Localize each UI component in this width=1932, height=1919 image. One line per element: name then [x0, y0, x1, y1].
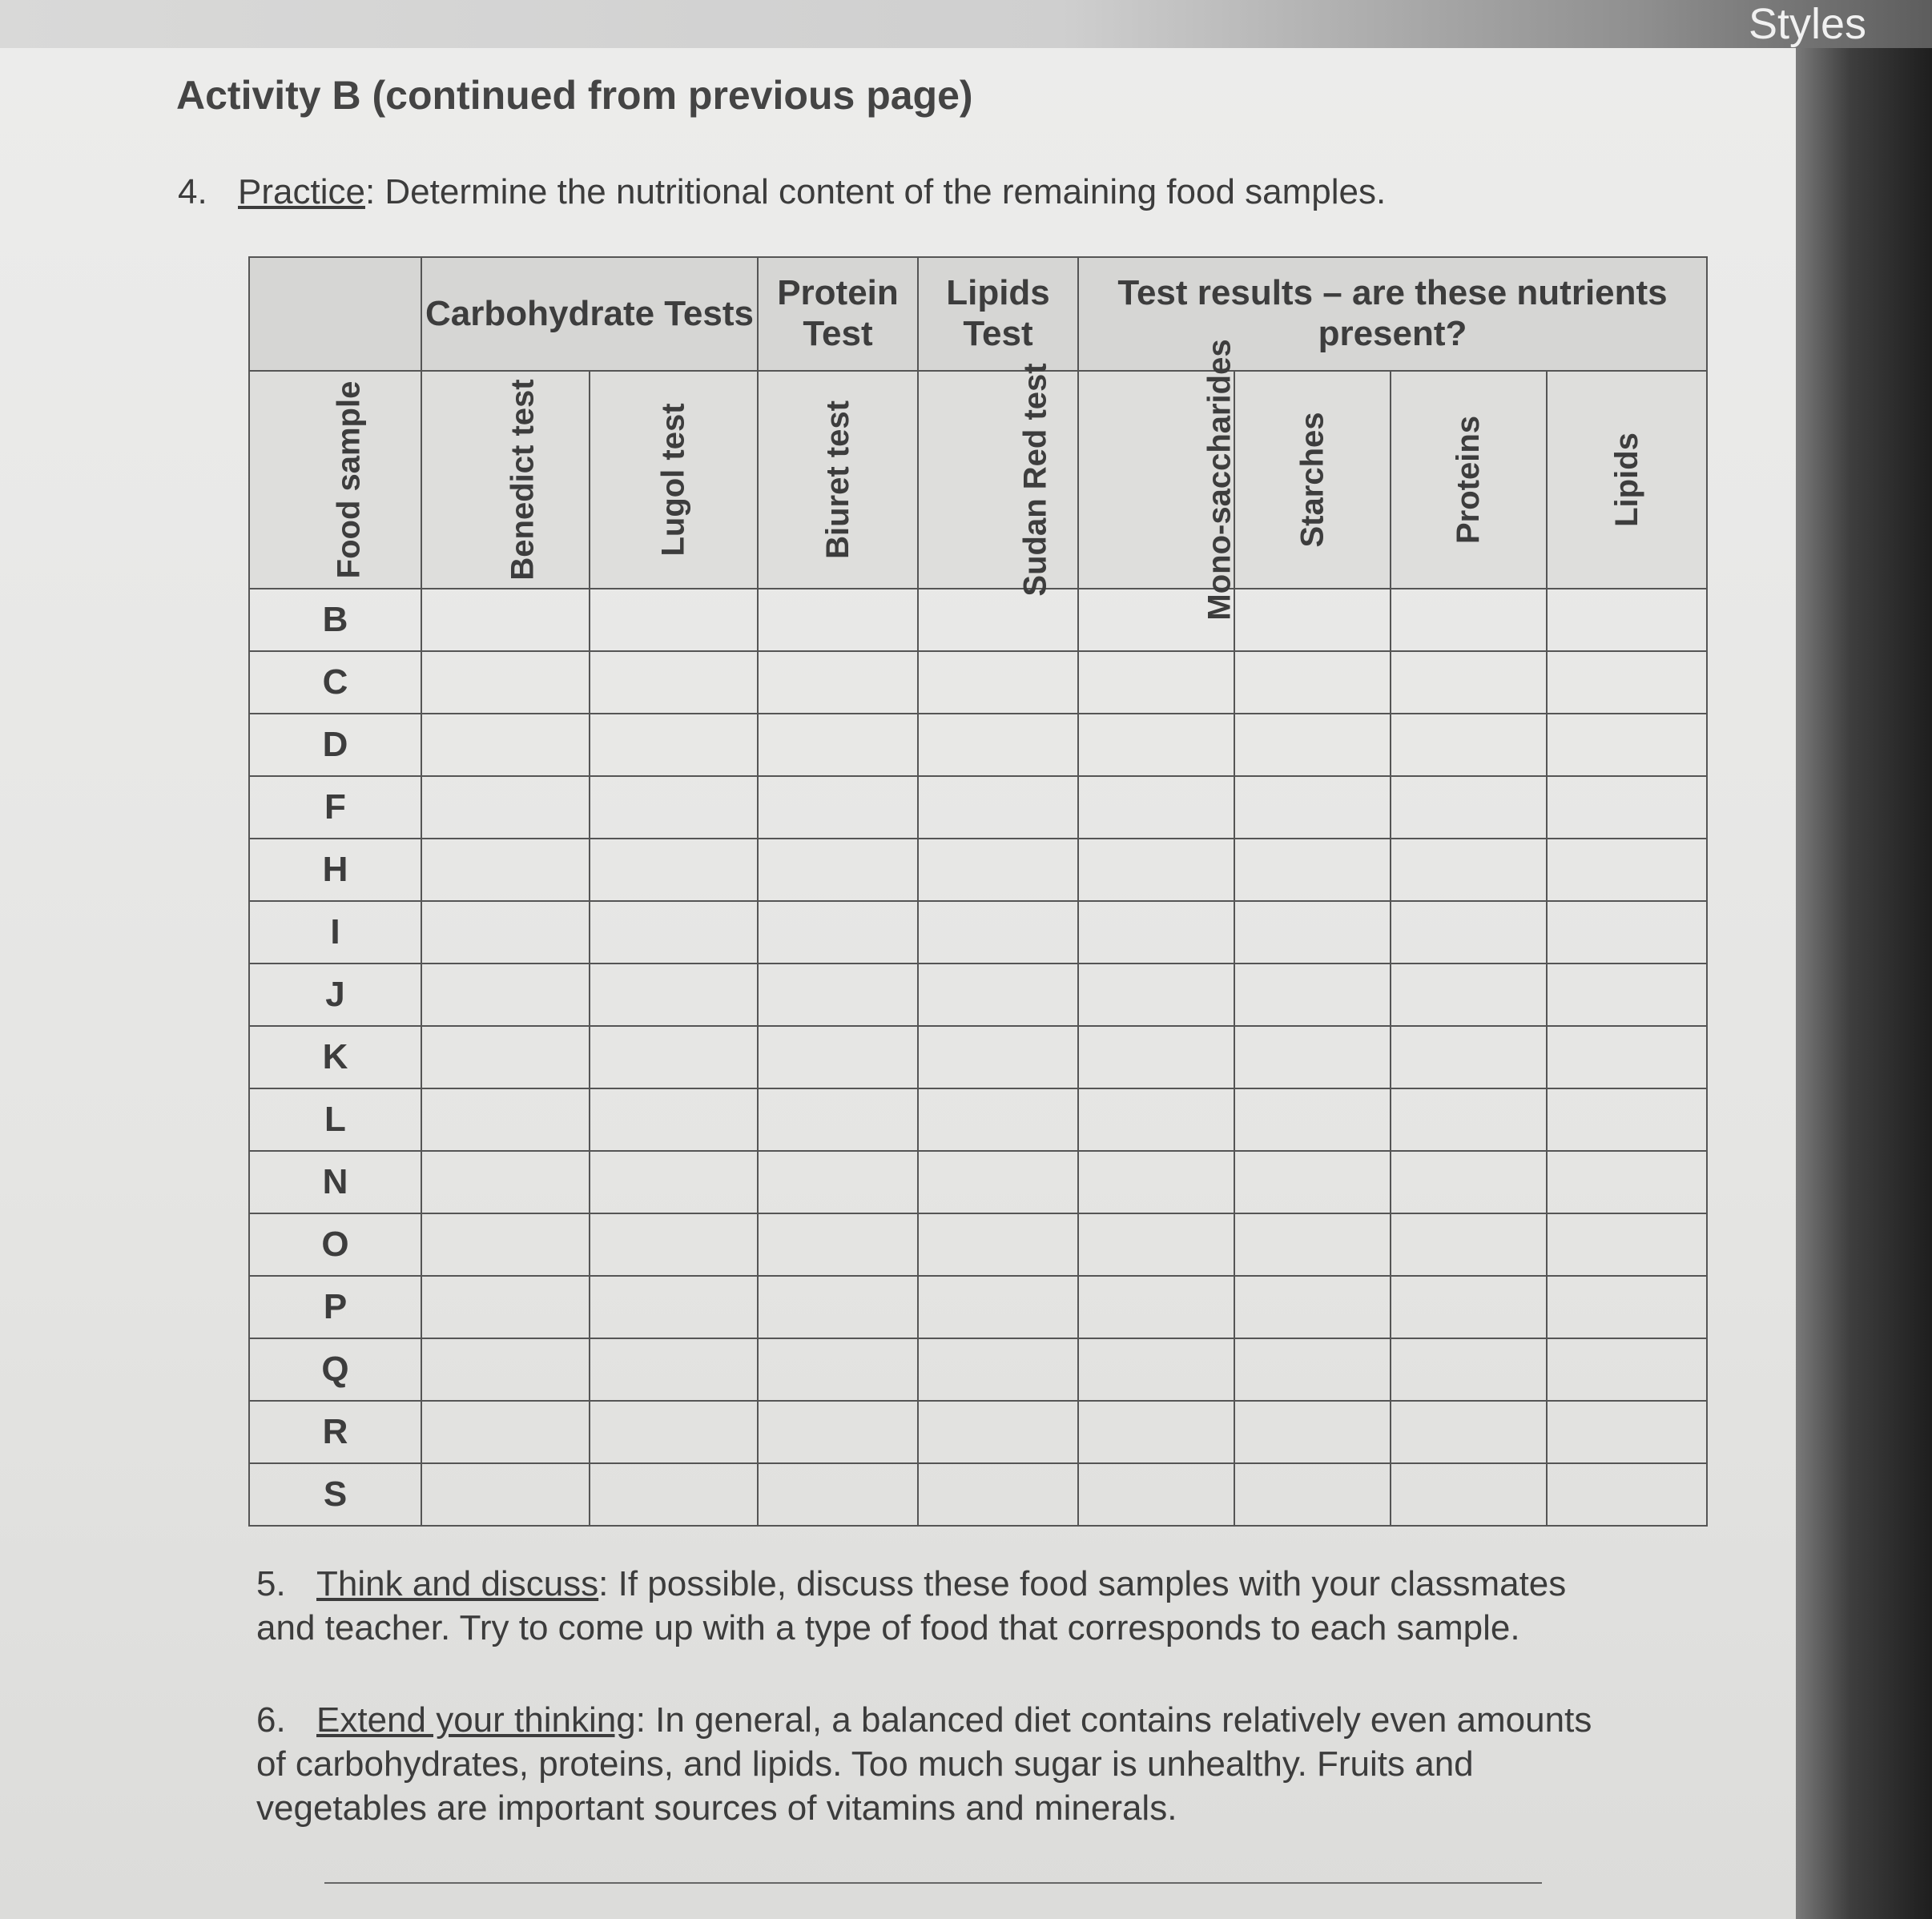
- answer-cell[interactable]: [1234, 776, 1391, 839]
- answer-cell[interactable]: [1391, 1463, 1547, 1526]
- answer-cell[interactable]: [421, 1276, 590, 1338]
- answer-cell[interactable]: [918, 651, 1078, 714]
- answer-cell[interactable]: [1547, 776, 1707, 839]
- monitor-edge: [1796, 48, 1932, 1919]
- table-row: [249, 964, 1707, 1026]
- answer-cell[interactable]: [758, 964, 918, 1026]
- answer-cell[interactable]: [1234, 1401, 1391, 1463]
- answer-cell[interactable]: [918, 1401, 1078, 1463]
- col-proteins: [1391, 371, 1547, 589]
- col-label: Mono-saccharides: [1201, 339, 1238, 621]
- nutrient-test-table: [248, 256, 1708, 1527]
- protein-test-header: Protein Test: [758, 257, 918, 371]
- food-sample-label: L: [249, 1088, 421, 1151]
- answer-cell[interactable]: [1391, 1213, 1547, 1276]
- table-row: [249, 1338, 1707, 1401]
- activity-heading: Activity B (continued from previous page): [176, 73, 973, 118]
- answer-cell[interactable]: [1234, 1088, 1391, 1151]
- answer-cell[interactable]: [1391, 1338, 1547, 1401]
- answer-cell[interactable]: [758, 1338, 918, 1401]
- answer-cell[interactable]: [590, 1401, 758, 1463]
- answer-cell[interactable]: [421, 839, 590, 901]
- answer-cell[interactable]: [918, 1088, 1078, 1151]
- table-body: [249, 589, 1707, 1526]
- answer-cell[interactable]: [758, 1463, 918, 1526]
- answer-cell[interactable]: [1547, 1276, 1707, 1338]
- answer-cell[interactable]: [421, 651, 590, 714]
- answer-cell[interactable]: [1391, 1276, 1547, 1338]
- answer-cell[interactable]: [918, 1463, 1078, 1526]
- answer-cell[interactable]: [421, 1026, 590, 1088]
- answer-cell[interactable]: [1078, 651, 1234, 714]
- answer-cell[interactable]: [1391, 1026, 1547, 1088]
- answer-cell[interactable]: [1391, 776, 1547, 839]
- table-row: [249, 1151, 1707, 1213]
- answer-cell[interactable]: [758, 901, 918, 964]
- table-row: [249, 1026, 1707, 1088]
- empty-header-cell: [249, 257, 421, 371]
- answer-cell[interactable]: [421, 901, 590, 964]
- top-bar: [0, 0, 1932, 48]
- col-biuret: [758, 371, 918, 589]
- question-4: [178, 172, 1386, 212]
- answer-cell[interactable]: [590, 1338, 758, 1401]
- answer-cell[interactable]: [421, 1088, 590, 1151]
- answer-cell[interactable]: [758, 589, 918, 651]
- answer-cell[interactable]: [421, 964, 590, 1026]
- table-row: [249, 589, 1707, 651]
- answer-cell[interactable]: [918, 964, 1078, 1026]
- answer-cell[interactable]: [1234, 1151, 1391, 1213]
- answer-cell[interactable]: [1078, 714, 1234, 776]
- answer-cell[interactable]: [1234, 839, 1391, 901]
- answer-cell[interactable]: [1547, 1151, 1707, 1213]
- answer-cell[interactable]: [1547, 1213, 1707, 1276]
- table-row: [249, 714, 1707, 776]
- answer-cell[interactable]: [590, 901, 758, 964]
- question-6: [256, 1698, 1618, 1830]
- answer-cell[interactable]: [590, 589, 758, 651]
- lipids-test-header: Lipids Test: [918, 257, 1078, 371]
- answer-cell[interactable]: [1547, 964, 1707, 1026]
- food-sample-label: C: [249, 651, 421, 714]
- answer-cell[interactable]: [1234, 964, 1391, 1026]
- answer-cell[interactable]: [421, 1463, 590, 1526]
- answer-cell[interactable]: [421, 1151, 590, 1213]
- answer-cell[interactable]: [1547, 1026, 1707, 1088]
- answer-cell[interactable]: [1078, 1088, 1234, 1151]
- food-sample-label: O: [249, 1213, 421, 1276]
- food-sample-label: B: [249, 589, 421, 651]
- answer-cell[interactable]: [590, 1151, 758, 1213]
- carbohydrate-tests-header: Carbohydrate Tests: [421, 257, 758, 371]
- test-results-header: Test results – are these nutrients present?: [1078, 257, 1707, 371]
- answer-cell[interactable]: [421, 776, 590, 839]
- answer-cell[interactable]: [421, 589, 590, 651]
- table-row: [249, 776, 1707, 839]
- answer-cell[interactable]: [1234, 901, 1391, 964]
- answer-cell[interactable]: [918, 839, 1078, 901]
- answer-cell[interactable]: [1078, 964, 1234, 1026]
- answer-cell[interactable]: [1391, 1151, 1547, 1213]
- food-sample-label: P: [249, 1276, 421, 1338]
- answer-cell[interactable]: [590, 776, 758, 839]
- answer-cell[interactable]: [1234, 589, 1391, 651]
- answer-cell[interactable]: [758, 714, 918, 776]
- answer-cell[interactable]: [1547, 839, 1707, 901]
- answer-cell[interactable]: [1547, 901, 1707, 964]
- answer-cell[interactable]: [590, 1463, 758, 1526]
- food-sample-label: D: [249, 714, 421, 776]
- styles-label[interactable]: Styles: [1748, 0, 1866, 48]
- answer-cell[interactable]: [590, 839, 758, 901]
- col-lipids: [1547, 371, 1707, 589]
- food-sample-label: K: [249, 1026, 421, 1088]
- answer-cell[interactable]: [1234, 1026, 1391, 1088]
- food-sample-label: N: [249, 1151, 421, 1213]
- answer-cell[interactable]: [1391, 1088, 1547, 1151]
- col-label: Sudan Red test: [1017, 363, 1053, 597]
- col-starches: [1234, 371, 1391, 589]
- col-sudan-red: [918, 363, 1078, 597]
- answer-cell[interactable]: [758, 1026, 918, 1088]
- answer-cell[interactable]: [918, 1026, 1078, 1088]
- col-label: Starches: [1294, 412, 1330, 548]
- answer-cell[interactable]: [590, 1276, 758, 1338]
- answer-cell[interactable]: [1234, 1276, 1391, 1338]
- answer-cell[interactable]: [1078, 1213, 1234, 1276]
- answer-cell[interactable]: [1078, 1026, 1234, 1088]
- answer-cell[interactable]: [758, 1401, 918, 1463]
- answer-cell[interactable]: [1234, 1463, 1391, 1526]
- answer-cell[interactable]: [1078, 1338, 1234, 1401]
- answer-cell[interactable]: [1547, 714, 1707, 776]
- answer-cell[interactable]: [1234, 651, 1391, 714]
- answer-cell[interactable]: [918, 901, 1078, 964]
- answer-cell[interactable]: [590, 1026, 758, 1088]
- answer-cell[interactable]: [590, 714, 758, 776]
- answer-cell[interactable]: [1078, 1401, 1234, 1463]
- answer-cell[interactable]: [918, 1213, 1078, 1276]
- answer-cell[interactable]: [758, 1276, 918, 1338]
- answer-cell[interactable]: [758, 776, 918, 839]
- answer-cell[interactable]: [1078, 776, 1234, 839]
- answer-cell[interactable]: [918, 714, 1078, 776]
- answer-cell[interactable]: [1234, 714, 1391, 776]
- question-number: 6.: [256, 1700, 286, 1740]
- table-row: [249, 651, 1707, 714]
- answer-cell[interactable]: [1078, 1463, 1234, 1526]
- answer-cell[interactable]: [1547, 589, 1707, 651]
- col-food-sample: [249, 371, 421, 589]
- answer-cell[interactable]: [758, 1151, 918, 1213]
- answer-cell[interactable]: [1391, 964, 1547, 1026]
- food-sample-label: S: [249, 1463, 421, 1526]
- answer-cell[interactable]: [1078, 901, 1234, 964]
- answer-cell[interactable]: [758, 651, 918, 714]
- col-label: Benedict test: [505, 379, 541, 581]
- table-row: [249, 1088, 1707, 1151]
- food-sample-label: J: [249, 964, 421, 1026]
- answer-cell[interactable]: [1547, 651, 1707, 714]
- answer-cell[interactable]: [1391, 714, 1547, 776]
- table-row: [249, 1463, 1707, 1526]
- answer-cell[interactable]: [1391, 901, 1547, 964]
- answer-cell[interactable]: [421, 1401, 590, 1463]
- col-label: Lipids: [1609, 432, 1644, 527]
- col-benedict: [421, 371, 590, 589]
- question-text: : If possible, discuss these food samples with your classmates and teacher. Try to come up with a type of food that corresponds to each sample.: [256, 1564, 1567, 1647]
- answer-cell[interactable]: [918, 1276, 1078, 1338]
- question-lead: Practice: [238, 172, 365, 211]
- answer-cell[interactable]: [1078, 839, 1234, 901]
- question-text: : In general, a balanced diet contains relatively even amounts of carbohydrates, proteins, and lipids. Too much sugar is unhealthy. Fruits and vegetables are important sources of vitamins and minerals.: [256, 1700, 1592, 1828]
- answer-cell[interactable]: [590, 651, 758, 714]
- table-row: [249, 1276, 1707, 1338]
- table-row: [249, 901, 1707, 964]
- col-label: Proteins: [1451, 415, 1487, 545]
- food-sample-label: F: [249, 776, 421, 839]
- col-lugol: [590, 371, 758, 589]
- question-text: : Determine the nutritional content of the remaining food samples.: [364, 172, 1387, 211]
- answer-cell[interactable]: [1391, 651, 1547, 714]
- question-lead: Extend your thinking: [316, 1700, 636, 1740]
- answer-cell[interactable]: [1547, 1338, 1707, 1401]
- answer-cell[interactable]: [421, 1213, 590, 1276]
- answer-cell[interactable]: [1391, 1401, 1547, 1463]
- answer-cell[interactable]: [918, 1338, 1078, 1401]
- answer-cell[interactable]: [421, 714, 590, 776]
- table-row: [249, 839, 1707, 901]
- table-row: [249, 1213, 1707, 1276]
- answer-line-2[interactable]: [324, 1882, 1542, 1884]
- food-sample-label: Q: [249, 1338, 421, 1401]
- answer-cell[interactable]: [758, 1213, 918, 1276]
- answer-cell[interactable]: [590, 1088, 758, 1151]
- question-number: 4.: [178, 172, 207, 211]
- answer-cell[interactable]: [1391, 839, 1547, 901]
- question-number: 5.: [256, 1564, 286, 1603]
- answer-cell[interactable]: [1078, 1151, 1234, 1213]
- answer-cell[interactable]: [1547, 1401, 1707, 1463]
- food-sample-label: I: [249, 901, 421, 964]
- food-sample-label: R: [249, 1401, 421, 1463]
- col-label: Lugol test: [656, 403, 691, 557]
- answer-cell[interactable]: [590, 964, 758, 1026]
- answer-cell[interactable]: [758, 839, 918, 901]
- answer-cell[interactable]: [1078, 1276, 1234, 1338]
- answer-cell[interactable]: [1547, 1463, 1707, 1526]
- answer-cell[interactable]: [1234, 1213, 1391, 1276]
- table-row: [249, 1401, 1707, 1463]
- answer-cell[interactable]: [918, 1151, 1078, 1213]
- answer-cell[interactable]: [1547, 1088, 1707, 1151]
- col-monosaccharides: [1078, 339, 1238, 621]
- answer-cell[interactable]: [421, 1338, 590, 1401]
- col-label: Food sample: [331, 380, 367, 579]
- answer-cell[interactable]: [1391, 589, 1547, 651]
- answer-cell[interactable]: [758, 1088, 918, 1151]
- answer-cell[interactable]: [918, 776, 1078, 839]
- answer-cell[interactable]: [918, 589, 1078, 651]
- question-lead: Think and discuss: [316, 1564, 599, 1603]
- col-label: Biuret test: [820, 400, 855, 559]
- food-sample-label: H: [249, 839, 421, 901]
- question-5: [256, 1562, 1618, 1650]
- answer-cell[interactable]: [1234, 1338, 1391, 1401]
- answer-cell[interactable]: [590, 1213, 758, 1276]
